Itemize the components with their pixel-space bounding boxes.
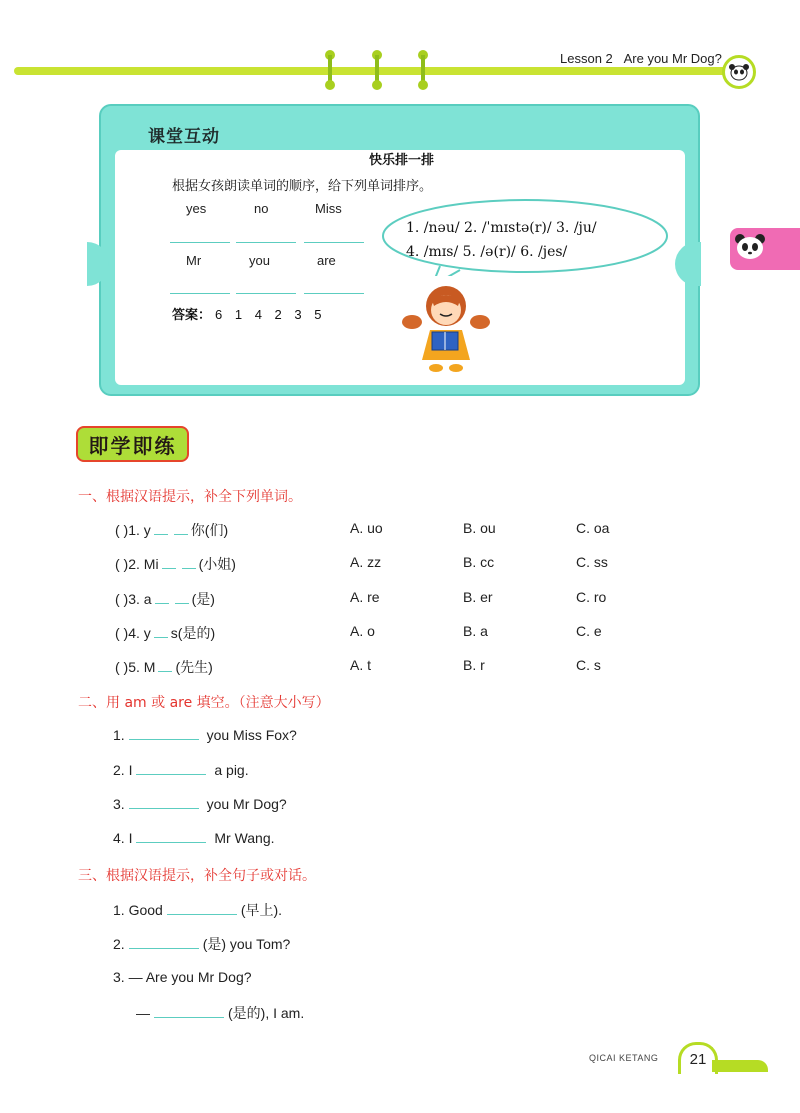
option-c: C. s — [576, 657, 601, 673]
section3-item — [113, 934, 290, 954]
fill-blank[interactable] — [136, 831, 206, 843]
fill-blank[interactable] — [154, 1006, 224, 1018]
section1-title: 一、根据汉语提示，补全下列单词。 — [78, 489, 302, 505]
footer-label: QICAI KETANG — [589, 1053, 659, 1063]
section3-item — [136, 1003, 304, 1023]
word-prefix: Mi — [143, 556, 159, 572]
answer-label: 答案： — [172, 307, 212, 322]
option-c: C. ss — [576, 554, 608, 570]
item-hint: (是的), I am. — [228, 1005, 305, 1021]
item-hint: (早上). — [240, 902, 283, 918]
speech-bubble — [380, 198, 670, 276]
option-c: C. e — [576, 623, 602, 639]
letter-blank[interactable] — [158, 660, 172, 672]
word-no: no — [254, 201, 269, 216]
item-number: 2. — [113, 936, 125, 952]
practice-label: 即学即练 — [76, 426, 189, 462]
letter-blank[interactable] — [162, 557, 176, 569]
answer-paren[interactable]: ( ) — [115, 556, 129, 572]
fill-blank[interactable] — [129, 937, 199, 949]
section1-item — [115, 520, 228, 540]
word-hint: (小姐) — [198, 556, 236, 572]
option-a: A. t — [350, 657, 372, 673]
answer-paren[interactable]: ( ) — [115, 625, 129, 641]
item-number: 3. — [128, 591, 140, 607]
fill-blank[interactable] — [136, 763, 206, 775]
answer-paren[interactable]: ( ) — [115, 659, 129, 675]
binder-ring-icon — [372, 50, 382, 90]
word-you: you — [249, 253, 270, 268]
lesson-number: Lesson 2 — [560, 51, 613, 66]
binder-ring-icon — [325, 50, 335, 90]
section1-item — [115, 657, 213, 677]
word-hint: s(是的) — [170, 625, 216, 641]
bubble-line-1: 1. /nəu/ 2. /ˈmɪstə(r)/ 3. /ju/ — [406, 220, 597, 236]
option-b: B. er — [463, 589, 493, 605]
word-prefix: a — [143, 591, 152, 607]
word-hint: (是) — [191, 591, 215, 607]
item-number: 3. — [113, 969, 125, 985]
letter-blank[interactable] — [174, 523, 188, 535]
girl-reading-icon — [400, 282, 492, 374]
item-subject: I — [128, 830, 133, 846]
fill-blank[interactable] — [167, 903, 237, 915]
section3-item — [113, 900, 282, 920]
letter-blank[interactable] — [155, 592, 169, 604]
item-hint: (是) you Tom? — [202, 936, 291, 952]
word-blank-line[interactable] — [170, 242, 230, 243]
item-number: 2. — [128, 556, 140, 572]
word-blank-line[interactable] — [170, 293, 230, 294]
item-number: 4. — [113, 830, 125, 846]
item-text: Good — [128, 902, 163, 918]
word-blank-line[interactable] — [236, 242, 296, 243]
game-title: 快乐排一排 — [369, 152, 435, 167]
item-number: 4. — [128, 625, 140, 641]
box-tab-left — [87, 242, 109, 286]
answer-row — [172, 304, 321, 323]
word-prefix: M — [143, 659, 156, 675]
option-a: A. o — [350, 623, 375, 639]
option-a: A. zz — [350, 554, 382, 570]
word-prefix: y — [143, 522, 151, 538]
bubble-line-2: 4. /mɪs/ 5. /ə(r)/ 6. /jes/ — [406, 244, 568, 260]
dialogue-line: — Are you Mr Dog? — [128, 969, 252, 985]
section3-item — [113, 969, 252, 985]
side-tab — [730, 228, 800, 270]
section2-item — [113, 727, 297, 743]
answer-values: 6 1 4 2 3 5 — [215, 307, 322, 322]
letter-blank[interactable] — [175, 592, 189, 604]
letter-blank[interactable] — [154, 523, 168, 535]
section2-item — [113, 796, 287, 812]
word-are: are — [317, 253, 336, 268]
word-miss: Miss — [315, 201, 342, 216]
classroom-title: 课堂互动 — [148, 127, 220, 146]
section1-item — [115, 554, 236, 574]
word-blank-line[interactable] — [304, 293, 364, 294]
item-number: 1. — [128, 522, 140, 538]
section2-title: 二、用 am 或 are 填空。（注意大小写） — [78, 695, 330, 711]
letter-blank[interactable] — [154, 626, 168, 638]
fill-blank[interactable] — [129, 728, 199, 740]
item-text: you Mr Dog? — [206, 796, 287, 812]
answer-paren[interactable]: ( ) — [115, 591, 129, 607]
letter-blank[interactable] — [182, 557, 196, 569]
item-text: a pig. — [214, 762, 249, 778]
game-instruction: 根据女孩朗读单词的顺序，给下列单词排序。 — [172, 179, 433, 194]
answer-paren[interactable]: ( ) — [115, 522, 129, 538]
word-hint: (先生) — [175, 659, 213, 675]
section1-item — [115, 589, 215, 609]
footer-bar — [712, 1060, 768, 1072]
option-b: B. r — [463, 657, 485, 673]
word-hint: 你(们) — [190, 522, 229, 538]
dialogue-dash: — — [136, 1005, 150, 1021]
item-number: 3. — [113, 796, 125, 812]
option-b: B. a — [463, 623, 488, 639]
option-c: C. oa — [576, 520, 610, 536]
item-subject: I — [128, 762, 133, 778]
section3-title: 三、根据汉语提示，补全句子或对话。 — [78, 868, 316, 884]
section1-item — [115, 623, 215, 643]
panda-icon — [735, 233, 765, 261]
section2-item — [113, 830, 275, 846]
item-text: Mr Wang. — [214, 830, 275, 846]
panda-badge-icon — [722, 55, 756, 89]
word-prefix: y — [143, 625, 151, 641]
item-text: you Miss Fox? — [206, 727, 297, 743]
word-blank-line[interactable] — [304, 242, 364, 243]
option-a: A. uo — [350, 520, 383, 536]
item-number: 2. — [113, 762, 125, 778]
option-b: B. ou — [463, 520, 496, 536]
word-blank-line[interactable] — [236, 293, 296, 294]
word-mr: Mr — [186, 253, 202, 268]
section2-item — [113, 762, 249, 778]
lesson-header — [560, 51, 722, 66]
lesson-title: Are you Mr Dog? — [623, 51, 722, 66]
item-number: 1. — [113, 727, 125, 743]
item-number: 5. — [128, 659, 140, 675]
item-number: 1. — [113, 902, 125, 918]
binder-ring-icon — [418, 50, 428, 90]
option-a: A. re — [350, 589, 380, 605]
option-c: C. ro — [576, 589, 607, 605]
option-b: B. cc — [463, 554, 495, 570]
word-yes: yes — [186, 201, 207, 216]
page-number: 21 — [678, 1042, 718, 1074]
fill-blank[interactable] — [129, 797, 199, 809]
